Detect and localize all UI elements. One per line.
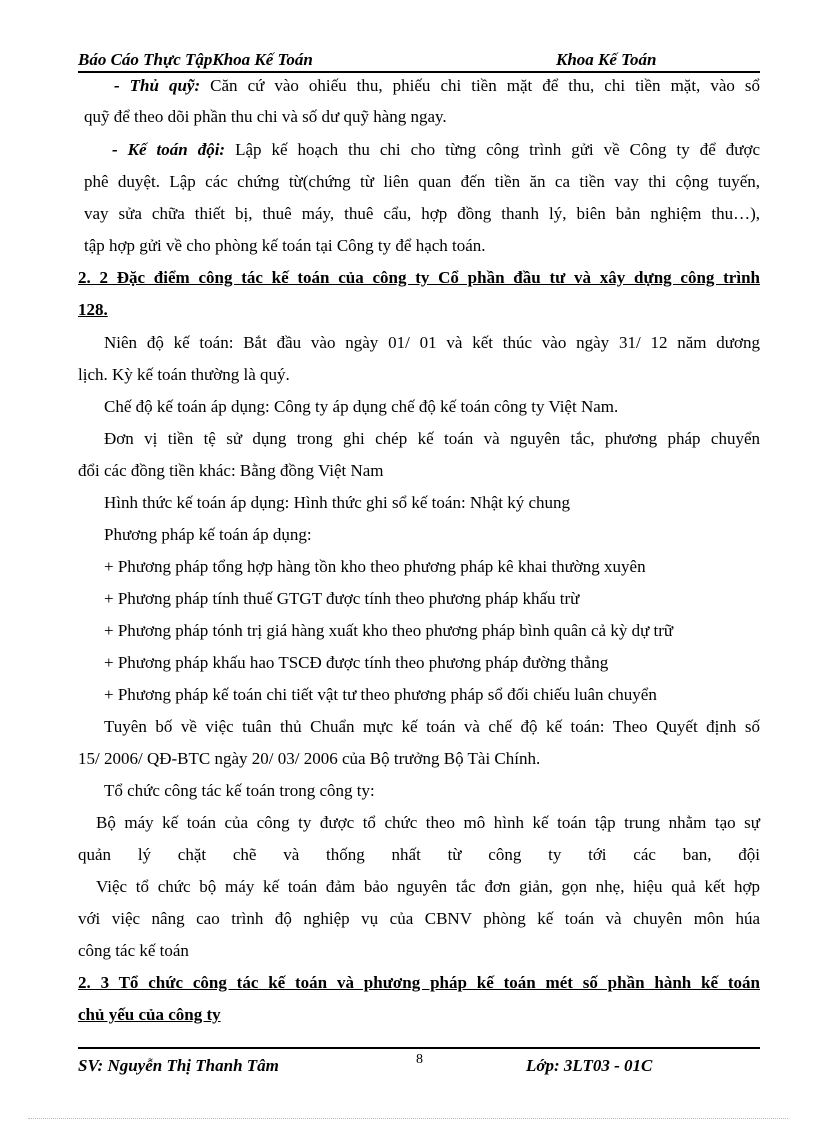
ke-toan-doi-label: - Kế toán đội: bbox=[112, 140, 226, 159]
viec-line-3: công tác kế toán bbox=[78, 941, 189, 960]
method-item: + Phương pháp khấu hao TSCĐ được tính theo phương pháp đường thẳng bbox=[104, 653, 609, 672]
viec-line-2: với việc nâng cao trình độ nghiệp vụ của CBNV phòng kế toán và chuyên môn húa bbox=[78, 909, 760, 928]
to-chuc-line: Tổ chức công tác kế toán trong công ty: bbox=[104, 781, 375, 800]
method-item: + Phương pháp tónh trị giá hàng xuất kho theo phương pháp bình quân cả kỳ dự trữ bbox=[104, 621, 674, 640]
header-right-title: Khoa Kế Toán bbox=[556, 50, 657, 69]
section-2-2-title-line-1: 2. 2 Đặc điểm công tác kế toán của công ty Cổ phần đầu tư và xây dựng công trình bbox=[78, 268, 760, 287]
bo-may-line-2: quản lý chặt chẽ và thống nhất từ công ty tới các ban, đội bbox=[78, 845, 760, 864]
ke-toan-doi-line-3: vay sửa chữa thiết bị, thuê máy, thuê cẩu, hợp đồng thanh lý, biên bản nghiệm thu…), bbox=[84, 204, 760, 223]
hinh-thuc-line: Hình thức kế toán áp dụng: Hình thức ghi sổ kế toán: Nhật ký chung bbox=[104, 493, 571, 512]
don-vi-line-2: đổi các đồng tiền khác: Bằng đồng Việt Nam bbox=[78, 461, 384, 480]
don-vi-line-1: Đơn vị tiền tệ sử dụng trong ghi chép kế toán và nguyên tắc, phương pháp chuyển bbox=[104, 429, 760, 448]
footer-class: Lớp: 3LT03 - 01C bbox=[526, 1056, 653, 1075]
page-footer bbox=[78, 1047, 760, 1079]
page-header bbox=[78, 49, 760, 73]
tuyen-bo-line-1: Tuyên bố về việc tuân thủ Chuẩn mực kế toán và chế độ kế toán: Theo Quyết định số bbox=[104, 717, 760, 736]
section-2-3-title-line-2: chủ yếu của công ty bbox=[78, 1005, 221, 1024]
method-item: + Phương pháp tổng hợp hàng tồn kho theo phương pháp kê khai thường xuyên bbox=[104, 557, 646, 576]
nien-do-line-2: lịch. Kỳ kế toán thường là quý. bbox=[78, 365, 290, 384]
nien-do-line-1: Niên độ kế toán: Bắt đầu vào ngày 01/ 01 và kết thúc vào ngày 31/ 12 năm dương bbox=[104, 333, 760, 352]
page-bottom-border bbox=[28, 1118, 788, 1119]
method-item: + Phương pháp kế toán chi tiết vật tư theo phương pháp sổ đối chiếu luân chuyển bbox=[104, 685, 657, 704]
che-do-line: Chế độ kế toán áp dụng: Công ty áp dụng chế độ kế toán công ty Việt Nam. bbox=[104, 397, 619, 416]
phuong-phap-line: Phương pháp kế toán áp dụng: bbox=[104, 525, 312, 544]
section-2-3-title-line-1: 2. 3 Tổ chức công tác kế toán và phương pháp kế toán mét số phần hành kế toán bbox=[78, 973, 760, 992]
method-item: + Phương pháp tính thuế GTGT được tính theo phương pháp khấu trừ bbox=[104, 589, 580, 608]
ke-toan-doi-line-2: phê duyệt. Lập các chứng từ(chứng từ liên quan đến tiền ăn ca tiền vay thi cộng tuyến, bbox=[84, 172, 760, 191]
section-2-2-title-line-2: 128. bbox=[78, 300, 108, 319]
viec-line-1: Việc tổ chức bộ máy kế toán đảm bảo nguyên tắc đơn giản, gọn nhẹ, hiệu quả kết hợp bbox=[96, 877, 760, 896]
thu-quy-label: - Thủ quỹ: bbox=[114, 76, 201, 95]
footer-student-name: SV: Nguyễn Thị Thanh Tâm bbox=[78, 1056, 279, 1075]
ke-toan-doi-line-4: tập hợp gửi về cho phòng kế toán tại Công ty để hạch toán. bbox=[84, 236, 486, 255]
thu-quy-text-1: Căn cứ vào ohiếu thu, phiếu chi tiền mặt để thu, chi tiền mặt, vào sổ bbox=[200, 76, 760, 95]
bo-may-line-1: Bộ máy kế toán của công ty được tổ chức theo mô hình kế toán tập trung nhằm tạo sự bbox=[96, 813, 760, 832]
ke-toan-doi-line-1 bbox=[78, 139, 760, 161]
ke-toan-doi-text-1: Lập kế hoạch thu chi cho từng công trình gửi về Công ty để được bbox=[225, 140, 760, 159]
thu-quy-line-1 bbox=[78, 75, 760, 97]
tuyen-bo-line-2: 15/ 2006/ QĐ-BTC ngày 20/ 03/ 2006 của Bộ trưởng Bộ Tài Chính. bbox=[78, 749, 541, 768]
page-number: 8 bbox=[416, 1052, 423, 1067]
header-left-title: Báo Cáo Thực TậpKhoa Kế Toán bbox=[78, 50, 313, 69]
thu-quy-line-2: quỹ để theo dõi phần thu chi và số dư quỹ hàng ngay. bbox=[84, 107, 447, 126]
